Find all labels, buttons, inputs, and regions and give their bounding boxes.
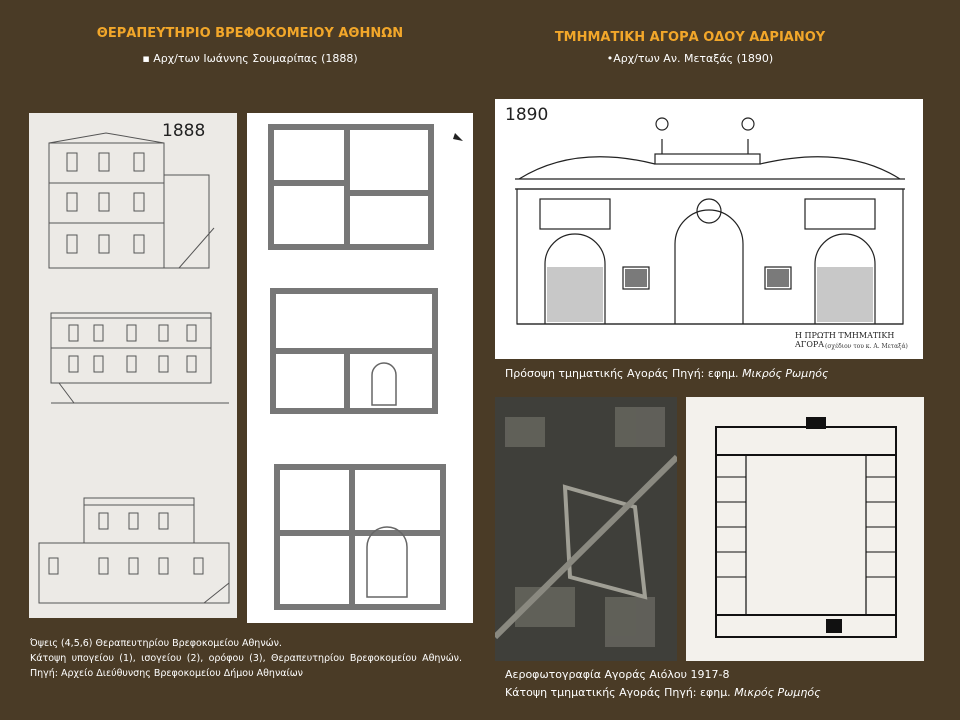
facade-caption-text: Πρόσοψη τμηματικής Αγοράς Πηγή: εφημ. <box>505 367 739 380</box>
right-subtitle: •Αρχ/των Αν. Μεταξάς (1890) <box>606 52 774 65</box>
elevations-drawing <box>29 113 237 618</box>
left-title: ΘΕΡΑΠΕΥΤΗΡΙΟ ΒΡΕΦΟΚΟΜΕΙΟΥ ΑΘΗΝΩΝ <box>96 26 404 41</box>
facade-caption <box>505 367 925 380</box>
market-floor-plan <box>686 397 924 661</box>
plan-caption-source: Μικρός Ρωμηός <box>734 686 821 699</box>
floor-plans-drawing <box>247 113 473 623</box>
drawing-label: Η ΠΡΩΤΗ ΤΜΗΜΑΤΙΚΗ ΑΓΟΡΑ <box>795 331 895 349</box>
plan-caption-text: Κάτοψη τμηματικής Αγοράς Πηγή: εφημ. <box>505 686 731 699</box>
left-caption-line-1: Όψεις (4,5,6) Θεραπευτηρίου Βρεφοκομείου Αθηνών. <box>30 638 282 649</box>
aerial-photo <box>495 397 677 661</box>
right-title: ΤΜΗΜΑΤΙΚΗ ΑΓΟΡΑ ΟΔΟΥ ΑΔΡΙΑΝΟΥ <box>554 30 826 45</box>
market-facade-drawing <box>495 99 923 359</box>
left-caption <box>30 636 462 681</box>
left-caption-line-2: Κάτοψη υπογείου (1), ισογείου (2), ορόφου (3), Θεραπευτηρίου Βρεφοκομείου Αθηνών. Πηγή: Αρχείο Διεύθυνσης Βρεφοκομείου Δήμου Αθηναίων <box>30 653 462 679</box>
facade-caption-source: Μικρός Ρωμηός <box>742 367 829 380</box>
year-label-1888: 1888 <box>162 121 206 141</box>
aerial-caption: Αεροφωτογραφία Αγοράς Αιόλου 1917-8 <box>505 668 730 681</box>
year-label-1890: 1890 <box>505 105 549 125</box>
drawing-sublabel: (σχέδιον του κ. Α. Μεταξά) <box>825 343 908 350</box>
plan-caption <box>505 686 925 699</box>
left-subtitle: ▪ Αρχ/των Ιωάννης Σουμαρίπας (1888) <box>142 52 358 65</box>
